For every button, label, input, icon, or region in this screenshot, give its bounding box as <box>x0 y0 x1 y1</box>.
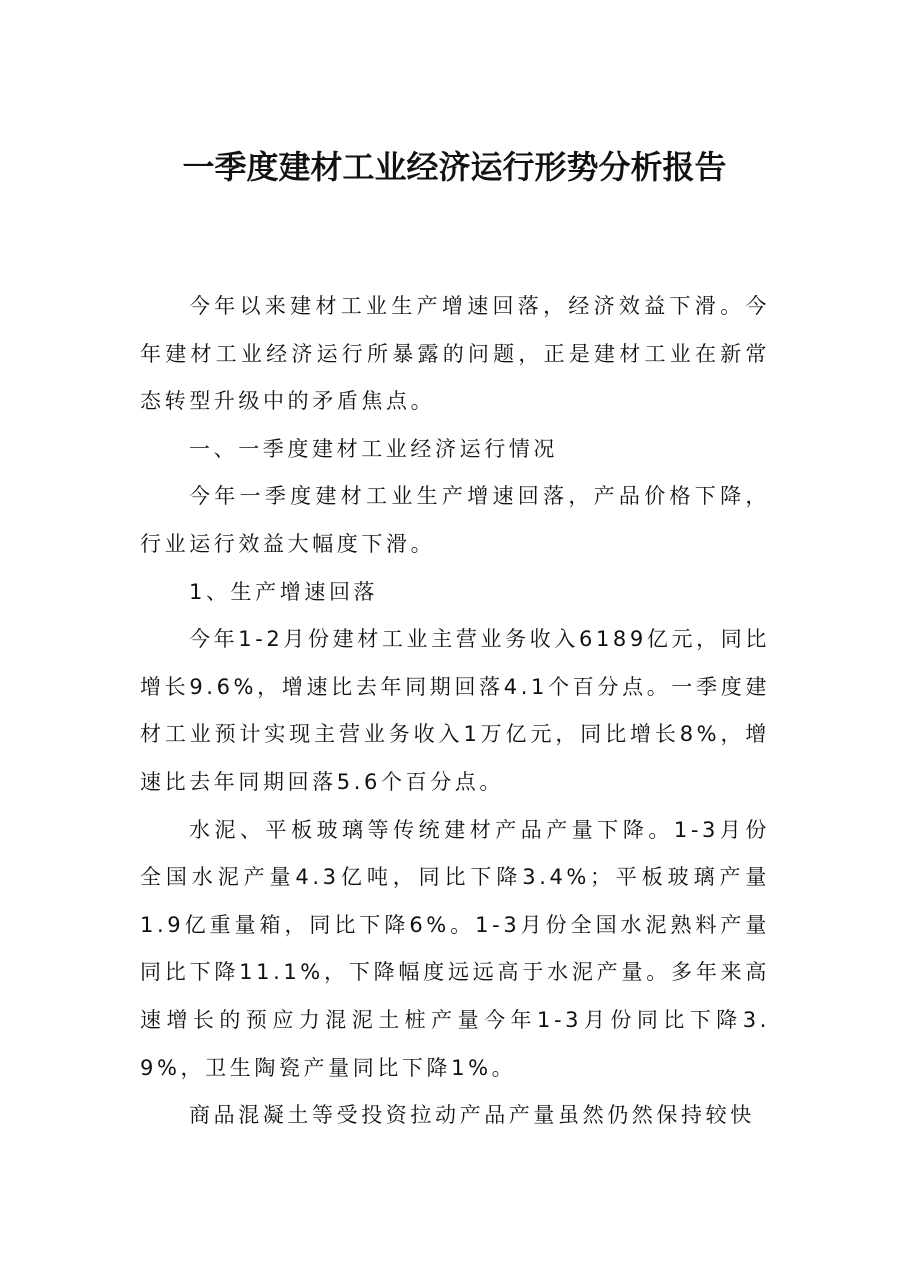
paragraph-output: 水泥、平板玻璃等传统建材产品产量下降。1-3月份全国水泥产量4.3亿吨，同比下降3.4%；平板玻璃产量1.9亿重量箱，同比下降6%。1-3月份全国水泥熟料产量同比下降11.1%，下降幅度远远高于水泥产量。多年来高速增长的预应力混泥土桩产量今年1-3月份同比下降3.9%，卫生陶瓷产量同比下降1%。 <box>140 817 770 1080</box>
paragraph-summary: 今年一季度建材工业生产增速回落，产品价格下降，行业运行效益大幅度下滑。 <box>140 484 770 556</box>
document-body <box>140 283 770 1140</box>
paragraph-concrete: 商品混凝土等受投资拉动产品产量虽然仍然保持较快 <box>189 1103 755 1128</box>
document-title: 一季度建材工业经济运行形势分析报告 <box>182 148 727 186</box>
paragraph-revenue: 今年1-2月份建材工业主营业务收入6189亿元，同比增长9.6%，增速比去年同期回落4.1个百分点。一季度建材工业预计实现主营业务收入1万亿元，同比增长8%，增速比去年同期回落5.6个百分点。 <box>140 627 770 794</box>
subsection-heading-1: 1、生产增速回落 <box>189 579 379 604</box>
section-heading-1: 一、一季度建材工业经济运行情况 <box>189 436 558 461</box>
paragraph-intro: 今年以来建材工业生产增速回落，经济效益下滑。今年建材工业经济运行所暴露的问题，正是建材工业在新常态转型升级中的矛盾焦点。 <box>140 294 770 414</box>
